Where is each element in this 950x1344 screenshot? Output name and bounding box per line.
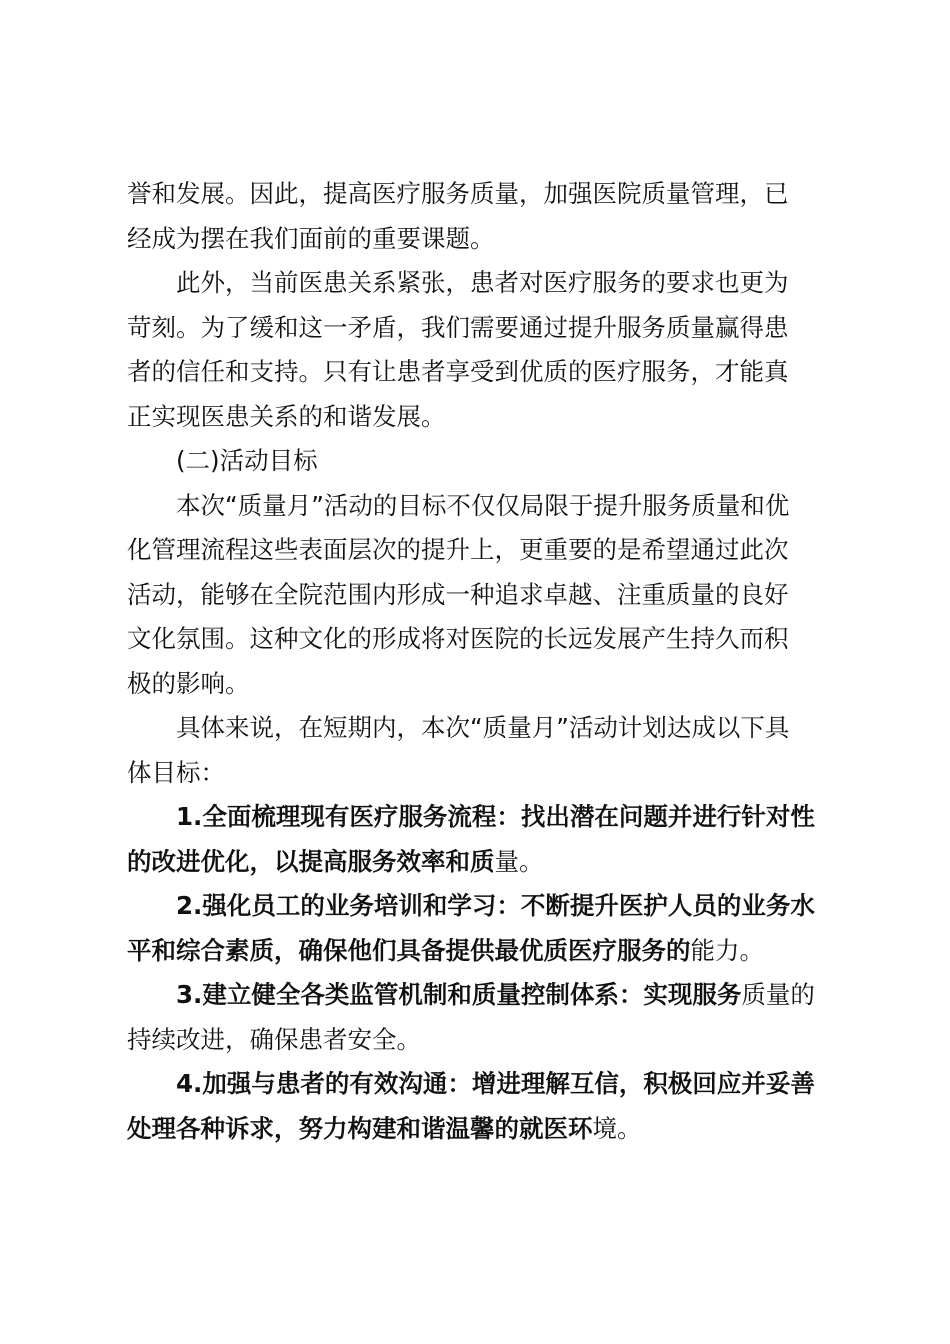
text-line: 本次“质量月”活动的目标不仅仅局限于提升服务质量和优 <box>176 490 790 520</box>
text-line: 经成为摆在我们面前的重要课题。 <box>127 223 495 253</box>
goal-bold-text: 的改进优化，以提高服务效率和质 <box>127 846 495 876</box>
paragraph-intro-continuation <box>127 172 827 261</box>
goal-item-4 <box>127 1062 827 1151</box>
text-line <box>127 1018 827 1063</box>
text-line <box>127 929 827 974</box>
text-line: 文化氛围。这种文化的形成将对医院的长远发展产生持久而积 <box>127 624 789 653</box>
goal-normal-text: 能力。 <box>690 935 764 965</box>
section-heading <box>127 439 827 484</box>
text-line: 活动，能够在全院范围内形成一种追求卓越、注重质量的良好 <box>127 579 789 609</box>
goal-bold-text: 处理各种诉求，努力构建和谐温馨的就医环 <box>127 1113 593 1143</box>
goal-normal-text: 量。 <box>494 846 544 876</box>
goal-item-1 <box>127 795 827 884</box>
section-heading-text: (二)活动目标 <box>176 446 318 475</box>
text-line: 正实现医患关系的和谐发展。 <box>127 401 446 431</box>
text-line <box>127 840 827 885</box>
text-line <box>127 1107 827 1152</box>
goal-item-3 <box>127 973 827 1062</box>
paragraph-specific-goals-intro <box>127 706 827 795</box>
text-line: 苛刻。为了缓和这一矛盾，我们需要通过提升服务质量赢得患 <box>127 312 789 342</box>
goal-bold-text: 1.全面梳理现有医疗服务流程：找出潜在问题并进行针对性 <box>176 802 815 831</box>
text-line <box>127 884 827 929</box>
text-line: 者的信任和支持。只有让患者享受到优质的医疗服务，才能真 <box>127 357 789 386</box>
text-line: 誉和发展。因此，提高医疗服务质量，加强医院质量管理，已 <box>127 179 789 208</box>
goal-item-2 <box>127 884 827 973</box>
text-line: 具体来说，在短期内，本次“质量月”活动计划达成以下具 <box>176 713 790 742</box>
paragraph-objective <box>127 484 827 707</box>
goal-bold-text: 4.加强与患者的有效沟通：增进理解互信，积极回应并妥善 <box>176 1069 815 1098</box>
text-line: 体目标： <box>127 757 225 787</box>
text-line: 化管理流程这些表面层次的提升上，更重要的是希望通过此次 <box>127 535 789 564</box>
goal-normal-text: 持续改进，确保患者安全。 <box>127 1024 421 1054</box>
goal-bold-text: 3.建立健全各类监管机制和质量控制体系：实现服务 <box>176 980 742 1009</box>
document-body <box>127 172 827 1151</box>
text-line: 此外，当前医患关系紧张，患者对医疗服务的要求也更为 <box>176 268 789 297</box>
text-line <box>127 973 827 1018</box>
text-line <box>127 1062 827 1107</box>
paragraph-doctor-patient <box>127 261 827 439</box>
text-line <box>127 795 827 840</box>
goal-normal-text: 质量的 <box>741 980 815 1009</box>
goal-normal-text: 境。 <box>592 1113 642 1143</box>
goal-bold-text: 2.强化员工的业务培训和学习：不断提升医护人员的业务水 <box>176 891 815 920</box>
goal-bold-text: 平和综合素质，确保他们具备提供最优质医疗服务的 <box>127 935 691 965</box>
text-line: 极的影响。 <box>127 668 250 698</box>
